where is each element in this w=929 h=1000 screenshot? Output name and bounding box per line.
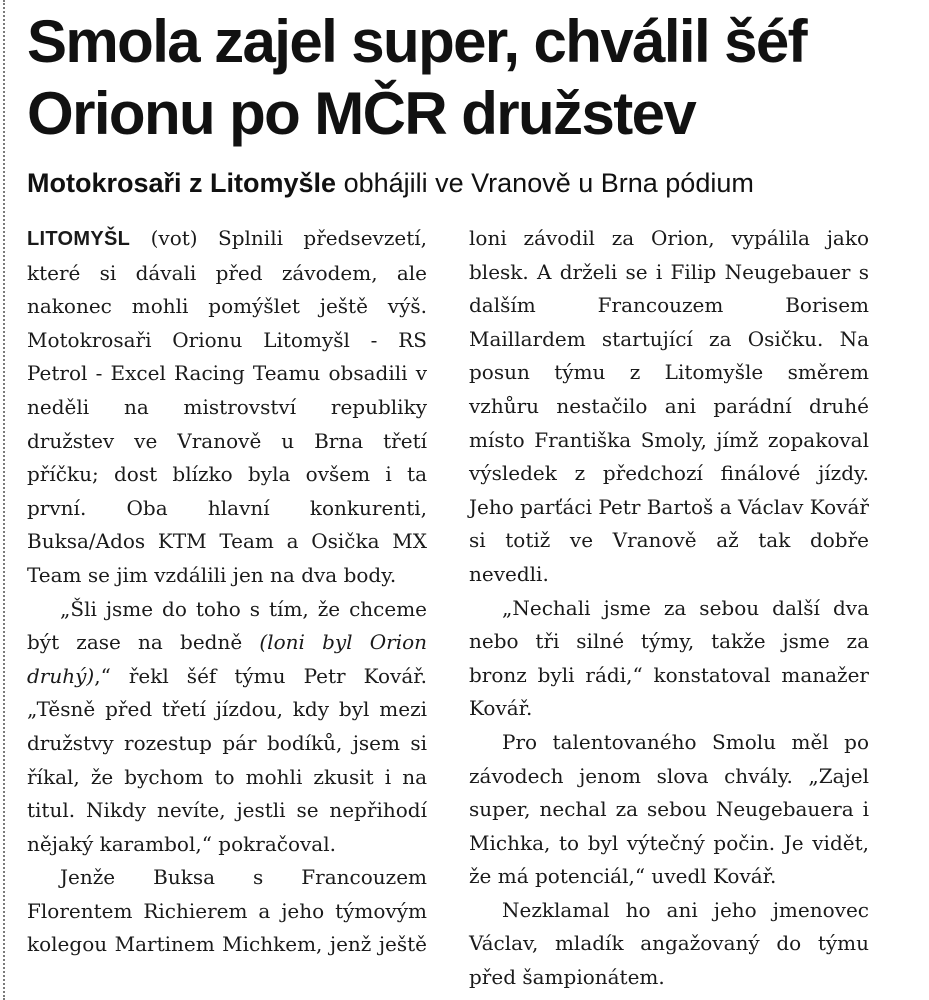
paragraph-1-text: Splnili předsevzetí, které si dávali před závodem, ale nakonec mohli pomýšlet ještě výš. Motokrosaři Orionu Litomyšl - RS Petrol - Excel Racing Teamu obsadili v neděli na mistrovství republiky družstev ve Vranově u Brna třetí příčku; dost blízko byla ovšem i ta první. Oba hlavní konkurenti, Buksa/Ados KTM Team a Osička MX Team se jim vzdálili jen na dva body. [27, 226, 427, 587]
paragraph-2-a: „Šli jsme do toho s tím, že chceme být zase na bedně [27, 596, 427, 655]
headline: Smola zajel super, chválil šéf Orionu po MČR družstev [27, 8, 807, 147]
subhead [27, 166, 917, 200]
byline: (vot) [150, 226, 198, 250]
article-column-left [27, 222, 427, 962]
dateline: LITOMYŠL [27, 228, 131, 250]
paragraph-4: „Nechali jsme za sebou další dva nebo tři silné týmy, takže jsme za bronz byli rádi,“ konstatoval manažer Kovář. [469, 595, 869, 721]
subhead-rest: obhájili ve Vranově u Brna pódium [343, 168, 754, 198]
left-dotted-rule [3, 0, 5, 1000]
paragraph-5: Pro talentovaného Smolu měl po závodech jenom slova chvály. „Zajel super, nechal za sebou Neugebauera i Michka, to byl výtečný počin. Je vidět, že má potenciál,“ uvedl Kovář. [469, 729, 869, 889]
paragraph-2 [27, 593, 427, 862]
subhead-bold: Motokrosaři z Litomyšle [27, 168, 337, 198]
paragraph-2-b: ,“ řekl šéf týmu Petr Kovář. „Těsně před třetí jízdou, kdy byl mezi družstvy rozestup pár bodíků, jsem si říkal, že bychom to mohli zkusit i na titul. Nikdy nevíte, jestli se nepřihodí nějaký karambol,“ pokračoval. [27, 663, 427, 856]
paragraph-3-continued: loni závodil za Orion, vypálila jako blesk. A drželi se i Filip Neugebauer s dalším Francouzem Borisem Maillardem startující za Osičku. Na posun týmu z Litomyšle směrem vzhůru nestačilo ani parádní druhé místo Františka Smoly, jímž zopakoval výsledek z předchozí finálové jízdy. Jeho parťáci Petr Bartoš a Václav Kovář si totiž ve Vranově až tak dobře nevedli. [469, 226, 869, 586]
paragraph-2-italic: (loni byl Orion druhý) [27, 630, 428, 688]
paragraph-6: Nezklamal ho ani jeho jmenovec Václav, mladík angažovaný do týmu před šampionátem. [469, 897, 869, 990]
paragraph-1 [27, 222, 427, 593]
paragraph-3: Jenže Buksa s Francouzem Florentem Richierem a jeho týmovým kolegou Martinem Michkem, jenž ještě [27, 865, 427, 957]
article-column-right [469, 222, 869, 995]
